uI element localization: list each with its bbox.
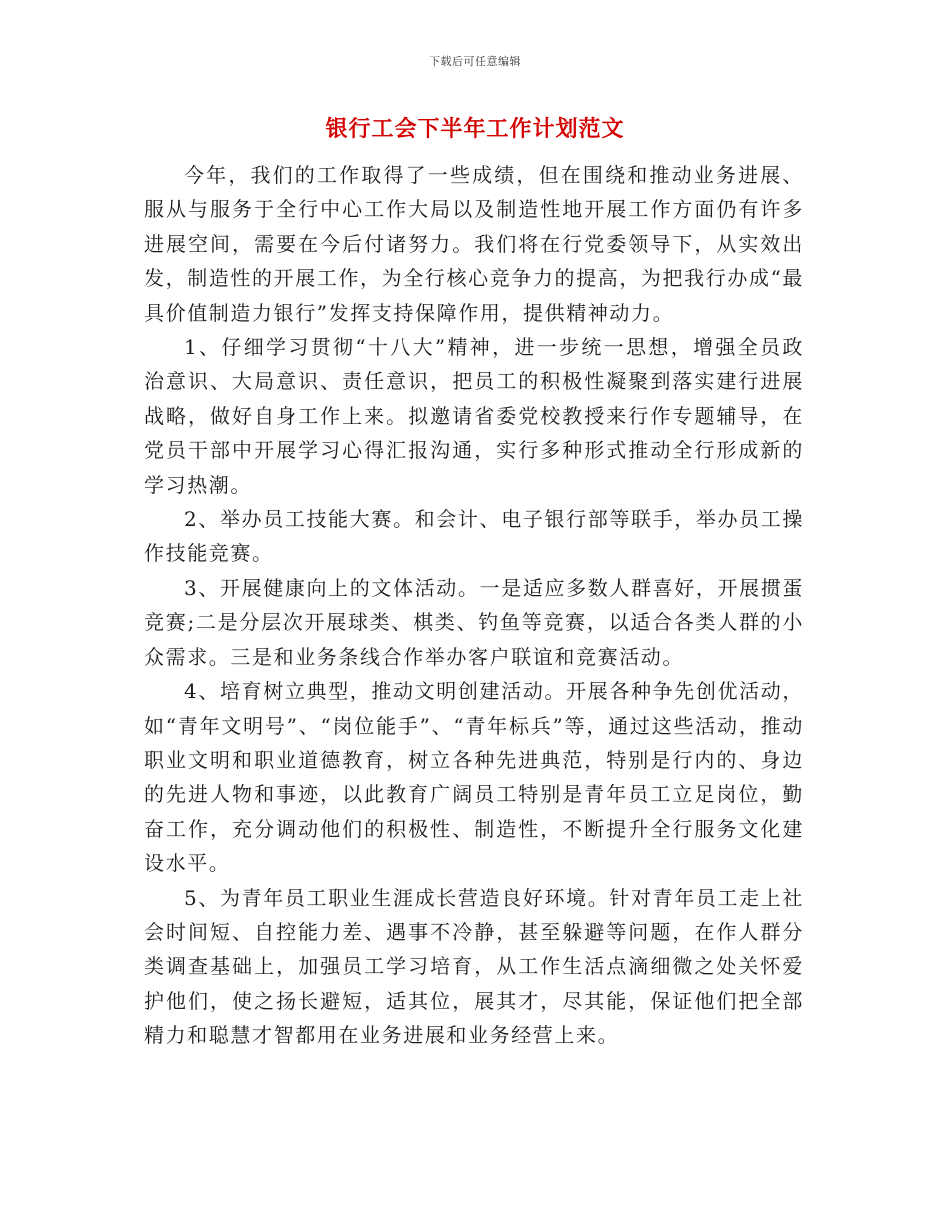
document-body bbox=[144, 158, 804, 1053]
paragraph-item-1: 1、仔细学习贯彻“十八大”精神，进一步统一思想，增强全员政治意识、大局意识、责任意识，把员工的积极性凝聚到落实建行进展战略，做好自身工作上来。拟邀请省委党校教授来行作专题辅导，在党员干部中开展学习心得汇报沟通，实行多种形式推动全行形成新的学习热潮。 bbox=[144, 335, 804, 497]
paragraph-item-3: 3、开展健康向上的文体活动。一是适应多数人群喜好，开展掼蛋竞赛;二是分层次开展球类、棋类、钓鱼等竞赛，以适合各类人群的小众需求。三是和业务条线合作举办客户联谊和竞赛活动。 bbox=[144, 575, 804, 669]
paragraph-intro: 今年，我们的工作取得了一些成绩，但在围绕和推动业务进展、服从与服务于全行中心工作大局以及制造性地开展工作方面仍有许多进展空间，需要在今后付诸努力。我们将在行党委领导下，从实效出发，制造性的开展工作，为全行核心竞争力的提高，为把我行办成“最具价值制造力银行”发挥支持保障作用，提供精神动力。 bbox=[144, 163, 804, 325]
paragraph-item-2: 2、举办员工技能大赛。和会计、电子银行部等联手，举办员工操作技能竞赛。 bbox=[144, 507, 804, 566]
paragraph-item-4: 4、培育树立典型，推动文明创建活动。开展各种争先创优活动，如“青年文明号”、“岗位能手”、“青年标兵”等，通过这些活动，推动职业文明和职业道德教育，树立各种先进典范，特别是行内的、身边的先进人物和事迹，以此教育广阔员工特别是青年员工立足岗位，勤奋工作，充分调动他们的积极性、制造性，不断提升全行服务文化建设水平。 bbox=[144, 679, 804, 876]
paragraph-item-5: 5、为青年员工职业生涯成长营造良好环境。针对青年员工走上社会时间短、自控能力差、遇事不冷静，甚至躲避等问题，在作人群分类调查基础上，加强员工学习培育，从工作生活点滴细微之处关怀爱护他们，使之扬长避短，适其位，展其才，尽其能，保证他们把全部精力和聪慧才智都用在业务进展和业务经营上来。 bbox=[144, 885, 804, 1048]
document-title: 银行工会下半年工作计划范文 bbox=[325, 117, 625, 142]
header-note: 下载后可任意编辑 bbox=[429, 55, 521, 68]
